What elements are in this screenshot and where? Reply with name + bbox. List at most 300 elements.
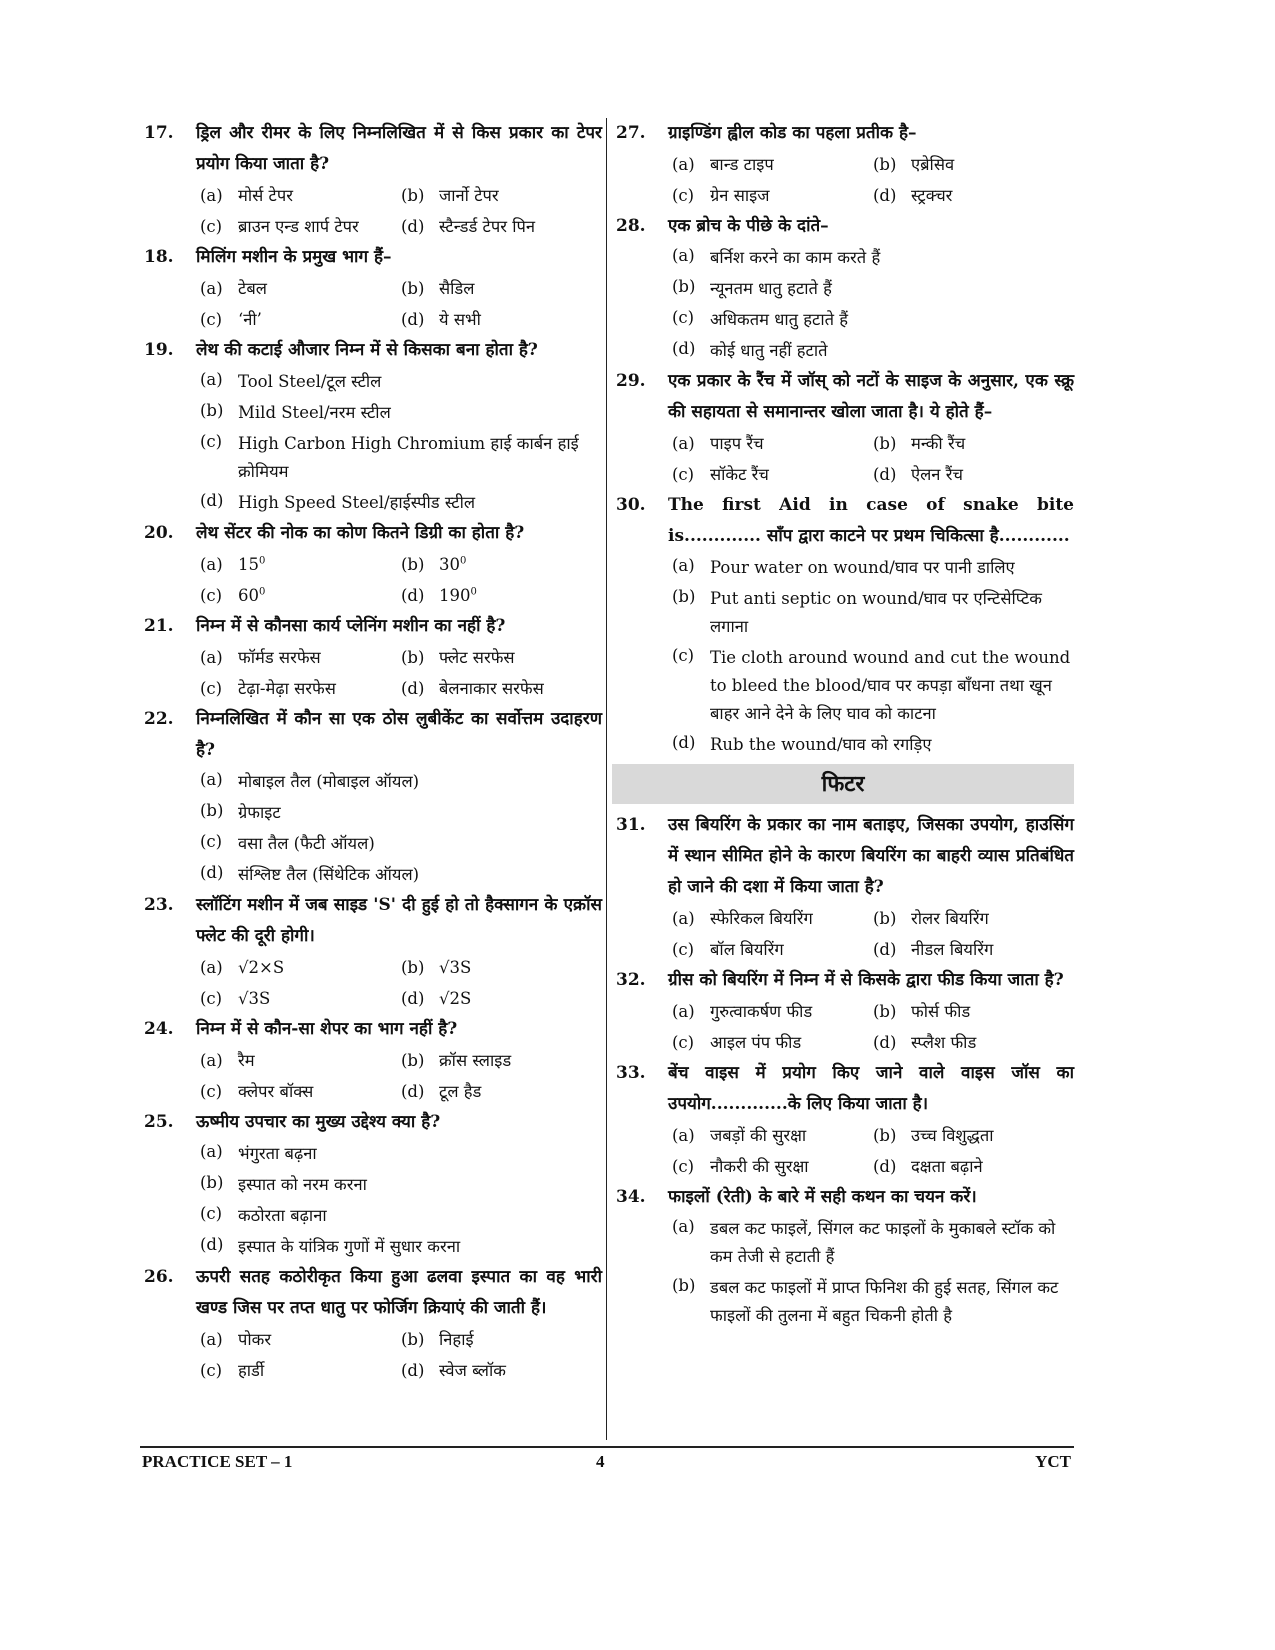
question <box>140 1262 602 1386</box>
option-label: (b) <box>401 648 425 667</box>
option <box>200 1169 602 1200</box>
option <box>401 211 602 242</box>
option-label: (b) <box>401 279 425 298</box>
option <box>873 428 1074 459</box>
question-number: 30. <box>616 495 646 515</box>
option-label: (d) <box>873 1033 897 1052</box>
option-label: (d) <box>873 465 897 484</box>
question-number: 20. <box>144 523 174 543</box>
option <box>873 459 1074 490</box>
question <box>612 965 1074 1058</box>
option-text: उच्च विशुद्धता <box>911 1126 994 1145</box>
option-label: (c) <box>672 308 695 327</box>
option-label: (b) <box>401 555 425 574</box>
option <box>873 903 1074 934</box>
options <box>196 1045 602 1107</box>
option-row <box>672 903 1074 934</box>
options <box>196 180 602 242</box>
option-text: मोबाइल तैल (मोबाइल ऑयल) <box>238 772 420 791</box>
question-number: 33. <box>616 1063 646 1083</box>
option-row <box>672 934 1074 965</box>
option <box>873 934 1074 965</box>
options <box>196 1138 602 1262</box>
option <box>672 552 1074 583</box>
option-label: (d) <box>401 586 425 605</box>
option-label: (a) <box>672 434 695 453</box>
option-text: √2S <box>439 989 472 1008</box>
option-text: हार्डी <box>238 1361 265 1380</box>
option <box>200 487 602 518</box>
option-label: (c) <box>200 989 223 1008</box>
option-text: नौकरी की सुरक्षा <box>710 1157 809 1176</box>
option-text: इस्पात को नरम करना <box>238 1175 367 1194</box>
question <box>140 1014 602 1107</box>
option <box>200 1076 401 1107</box>
options <box>196 1324 602 1386</box>
option-label: (b) <box>873 155 897 174</box>
option-label: (d) <box>873 1157 897 1176</box>
question-number: 28. <box>616 216 646 236</box>
option-text: इस्पात के यांत्रिक गुणों में सुधार करना <box>238 1237 461 1256</box>
option-label: (c) <box>200 586 223 605</box>
question-stem: The first Aid in case of snake bite is............. साँप द्वारा काटने पर प्रथम चिकित्सा है............ <box>668 495 1074 546</box>
question-number: 22. <box>144 709 174 729</box>
option-text: ‘नी’ <box>238 310 262 329</box>
option-row <box>200 642 602 673</box>
option-text: मोर्स टेपर <box>238 186 293 205</box>
option-label: (a) <box>672 1002 695 1021</box>
option <box>401 549 602 580</box>
option-label: (c) <box>672 646 695 665</box>
option-row <box>200 211 602 242</box>
option-label: (a) <box>200 555 223 574</box>
option-text: बान्ड टाइप <box>710 155 774 174</box>
question <box>612 1182 1074 1331</box>
question <box>612 490 1074 760</box>
option-row <box>200 304 602 335</box>
question-stem: ग्रीस को बियरिंग में निम्न में से किसके द्वारा फीड किया जाता है? <box>668 970 1064 990</box>
option-row <box>200 673 602 704</box>
left-column <box>140 118 602 1386</box>
question-stem: एक ब्रोच के पीछे के दांते– <box>668 216 829 236</box>
option-text: कठोरता बढ़ाना <box>238 1206 327 1225</box>
option-text: बर्निश करने का काम करते हैं <box>710 248 881 267</box>
option-row <box>200 273 602 304</box>
question-stem: ऊष्मीय उपचार का मुख्य उद्देश्य क्या है? <box>196 1112 441 1132</box>
option <box>672 729 1074 760</box>
option-row <box>672 1151 1074 1182</box>
option <box>200 580 401 611</box>
option-text: स्फेरिकल बियरिंग <box>710 909 813 928</box>
option <box>672 996 873 1027</box>
option-text: Tool Steel/टूल स्टील <box>238 372 382 391</box>
option-text: Put anti septic on wound/घाव पर एन्टिसेप्टिक लगाना <box>710 589 1042 636</box>
option <box>401 983 602 1014</box>
option-text: स्ट्रक्चर <box>911 186 953 205</box>
question-number: 31. <box>616 815 646 835</box>
option <box>200 397 602 428</box>
option-label: (a) <box>672 909 695 928</box>
question-stem: उस बियरिंग के प्रकार का नाम बताइए, जिसका उपयोग, हाउसिंग में स्थान सीमित होने के कारण बियरिंग का बाहरी व्यास प्रतिबंधित हो जाने की दशा में किया जाता है? <box>668 815 1074 897</box>
option <box>672 459 873 490</box>
question-stem: एक प्रकार के रैंच में जॉस् को नटों के साइज के अनुसार, एक स्क्रू की सहायता से समानान्तर खोला जाता है। ये होते हैं– <box>668 371 1074 422</box>
footer-publisher: YCT <box>1035 1452 1071 1471</box>
option <box>200 366 602 397</box>
options <box>668 552 1074 760</box>
option-text: वसा तैल (फैटी ऑयल) <box>238 834 375 853</box>
option-text: पाइप रैंच <box>710 434 764 453</box>
option-label: (b) <box>200 401 224 420</box>
option-label: (c) <box>200 1361 223 1380</box>
option-label: (a) <box>200 370 223 389</box>
option-text: डबल कट फाइलों में प्राप्त फिनिश की हुई सतह, सिंगल कट फाइलों की तुलना में बहुत चिकनी होती है <box>710 1278 1059 1325</box>
options <box>668 242 1074 366</box>
option-text: बॉल बियरिंग <box>710 940 784 959</box>
option <box>873 180 1074 211</box>
option-label: (b) <box>401 958 425 977</box>
option-label: (d) <box>401 310 425 329</box>
question-stem: ग्राइण्डिंग ह्वील कोड का पहला प्रतीक है– <box>668 123 917 143</box>
option-text: Tie cloth around wound and cut the wound to bleed the blood/घाव पर कपड़ा बाँधना तथा खून बाहर आने देने के लिए घाव को काटना <box>710 648 1071 723</box>
option <box>200 1045 401 1076</box>
option-row <box>672 1120 1074 1151</box>
question-stem: मिलिंग मशीन के प्रमुख भाग हैं– <box>196 247 392 267</box>
option-label: (b) <box>200 801 224 820</box>
option-text: अधिकतम धातु हटाते हैं <box>710 310 849 329</box>
question-number: 21. <box>144 616 174 636</box>
option <box>200 549 401 580</box>
options <box>668 149 1074 211</box>
footer-page-number: 4 <box>596 1452 605 1471</box>
options <box>196 366 602 518</box>
question-stem: फाइलों (रेती) के बारे में सही कथन का चयन करें। <box>668 1187 977 1207</box>
option-label: (c) <box>200 217 223 236</box>
option-row <box>200 952 602 983</box>
option <box>200 1231 602 1262</box>
option <box>873 149 1074 180</box>
option-text: 15 <box>238 555 259 574</box>
option-label: (c) <box>672 465 695 484</box>
option-label: (a) <box>672 1217 695 1236</box>
question-stem: ड्रिल और रीमर के लिए निम्नलिखित में से किस प्रकार का टेपर प्रयोग किया जाता है? <box>196 123 602 174</box>
options <box>196 273 602 335</box>
question-stem: निम्न में से कौन-सा शेपर का भाग नहीं है? <box>196 1019 458 1039</box>
option-text: नीडल बियरिंग <box>911 940 994 959</box>
option <box>200 180 401 211</box>
option-label: (d) <box>672 339 696 358</box>
question-stem: स्लॉटिंग मशीन में जब साइड 'S' दी हुई हो तो हैक्सागन के एक्रॉस फ्लेट की दूरी होगी। <box>196 895 602 946</box>
question-number: 19. <box>144 340 174 360</box>
option-label: (c) <box>672 1033 695 1052</box>
option-text: स्वेज ब्लॉक <box>439 1361 506 1380</box>
question <box>140 890 602 1014</box>
option-label: (c) <box>200 310 223 329</box>
option-text: Pour water on wound/घाव पर पानी डालिए <box>710 558 1015 577</box>
question-stem: निम्न में से कौनसा कार्य प्लेनिंग मशीन का नहीं है? <box>196 616 506 636</box>
option-label: (d) <box>672 733 696 752</box>
option-label: (b) <box>401 1051 425 1070</box>
option-text: संश्लिष्ट तैल (सिंथेटिक ऑयल) <box>238 865 420 884</box>
option <box>672 1151 873 1182</box>
option <box>401 1076 602 1107</box>
option-text: फॉर्मड सरफेस <box>238 648 321 667</box>
option-label: (c) <box>672 940 695 959</box>
option <box>200 859 602 890</box>
question-number: 18. <box>144 247 174 267</box>
option-label: (a) <box>672 556 695 575</box>
option-label: (c) <box>200 832 223 851</box>
section-heading: फिटर <box>612 764 1074 804</box>
option <box>200 983 401 1014</box>
option-label: (b) <box>873 434 897 453</box>
option <box>672 428 873 459</box>
option-text: टूल हैड <box>439 1082 482 1101</box>
option <box>200 642 401 673</box>
option-row <box>672 1027 1074 1058</box>
option-label: (a) <box>200 648 223 667</box>
option <box>401 580 602 611</box>
option-label: (b) <box>672 277 696 296</box>
option <box>200 673 401 704</box>
option-row <box>672 149 1074 180</box>
option <box>672 1027 873 1058</box>
option-label: (d) <box>401 217 425 236</box>
option-label: (d) <box>401 1082 425 1101</box>
options <box>668 1120 1074 1182</box>
option <box>401 642 602 673</box>
option-text: मन्की रैंच <box>911 434 966 453</box>
option <box>401 673 602 704</box>
option-label: (b) <box>873 1002 897 1021</box>
option-text: रोलर बियरिंग <box>911 909 989 928</box>
option-text: ये सभी <box>439 310 481 329</box>
option-text: जार्नो टेपर <box>439 186 499 205</box>
option <box>873 1027 1074 1058</box>
option-row <box>200 983 602 1014</box>
option-text: पोकर <box>238 1330 272 1349</box>
option-text: एब्रेसिव <box>911 155 955 174</box>
option-label: (a) <box>200 1330 223 1349</box>
option <box>200 1200 602 1231</box>
option-text: ऐलन रैंच <box>911 465 963 484</box>
column-divider <box>606 118 607 1440</box>
options <box>668 903 1074 965</box>
option-label: (a) <box>200 186 223 205</box>
option-text: फ्लेट सरफेस <box>439 648 515 667</box>
option-row <box>200 549 602 580</box>
option <box>873 996 1074 1027</box>
option-label: (a) <box>200 1142 223 1161</box>
option-text: गुरुत्वाकर्षण फीड <box>710 1002 813 1021</box>
option-text: √3S <box>238 989 271 1008</box>
option-row <box>200 180 602 211</box>
option-label: (c) <box>200 1204 223 1223</box>
option-label: (b) <box>873 1126 897 1145</box>
option-label: (b) <box>200 1173 224 1192</box>
footer-rule <box>140 1446 1074 1448</box>
option <box>672 273 1074 304</box>
option-label: (a) <box>200 958 223 977</box>
question-number: 25. <box>144 1112 174 1132</box>
option-label: (c) <box>200 1082 223 1101</box>
option <box>672 903 873 934</box>
option-row <box>200 1076 602 1107</box>
question <box>612 211 1074 366</box>
option <box>200 828 602 859</box>
options <box>196 766 602 890</box>
option-text: ग्रेफाइट <box>238 803 281 822</box>
question <box>140 118 602 242</box>
option <box>401 952 602 983</box>
option-text: कोई धातु नहीं हटाते <box>710 341 828 360</box>
option <box>401 1324 602 1355</box>
option-row <box>200 1355 602 1386</box>
option <box>401 1355 602 1386</box>
option-label: (b) <box>672 587 696 606</box>
option-text: √3S <box>439 958 472 977</box>
option-text: 60 <box>238 586 259 605</box>
options <box>668 996 1074 1058</box>
question-number: 24. <box>144 1019 174 1039</box>
option-text: टेबल <box>238 279 267 298</box>
option-row <box>200 1324 602 1355</box>
option <box>200 304 401 335</box>
option-label: (d) <box>200 1235 224 1254</box>
option <box>200 1138 602 1169</box>
question-number: 17. <box>144 123 174 143</box>
option-label: (d) <box>401 1361 425 1380</box>
option-superscript: 0 <box>259 586 266 598</box>
options <box>196 549 602 611</box>
option-text: ग्रेन साइज <box>710 186 770 205</box>
option <box>200 428 602 487</box>
option <box>672 180 873 211</box>
option-text: टेढ़ा-मेढ़ा सरफेस <box>238 679 336 698</box>
option-text: फोर्स फीड <box>911 1002 971 1021</box>
option-text: निहाई <box>439 1330 474 1349</box>
option-text: बेलनाकार सरफेस <box>439 679 544 698</box>
question-number: 23. <box>144 895 174 915</box>
option <box>200 1324 401 1355</box>
option-label: (d) <box>401 989 425 1008</box>
option-text: न्यूनतम धातु हटाते हैं <box>710 279 832 298</box>
option-label: (d) <box>873 186 897 205</box>
option <box>200 797 602 828</box>
question <box>140 518 602 611</box>
option-text: स्प्लैश फीड <box>911 1033 977 1052</box>
option <box>873 1120 1074 1151</box>
option-label: (a) <box>672 1126 695 1145</box>
option <box>672 1272 1074 1331</box>
footer-practice-set: PRACTICE SET – 1 <box>142 1452 293 1471</box>
option-label: (a) <box>200 1051 223 1070</box>
option <box>672 335 1074 366</box>
option-text: रैम <box>238 1051 255 1070</box>
option-text: क्लेपर बॉक्स <box>238 1082 314 1101</box>
options <box>196 952 602 1014</box>
option <box>200 952 401 983</box>
option <box>672 583 1074 642</box>
option <box>672 934 873 965</box>
option-text: आइल पंप फीड <box>710 1033 802 1052</box>
option-label: (a) <box>200 770 223 789</box>
question-number: 26. <box>144 1267 174 1287</box>
option <box>401 273 602 304</box>
option-text: High Carbon High Chromium हाई कार्बन हाई क्रोमियम <box>238 434 579 481</box>
question-number: 29. <box>616 371 646 391</box>
options <box>668 428 1074 490</box>
option <box>401 1045 602 1076</box>
option <box>672 642 1074 729</box>
option <box>672 149 873 180</box>
option-row <box>200 1045 602 1076</box>
option-label: (b) <box>873 909 897 928</box>
option-superscript: 0 <box>460 555 467 567</box>
question <box>612 366 1074 490</box>
option-superscript: 0 <box>259 555 266 567</box>
option-label: (b) <box>672 1276 696 1295</box>
question <box>612 1058 1074 1182</box>
question-number: 32. <box>616 970 646 990</box>
option-row <box>200 580 602 611</box>
option-text: Rub the wound/घाव को रगड़िए <box>710 735 932 754</box>
option-label: (a) <box>200 279 223 298</box>
option <box>672 1213 1074 1272</box>
option-text: क्रॉस स्लाइड <box>439 1051 512 1070</box>
option-row <box>672 459 1074 490</box>
option <box>200 766 602 797</box>
question-stem: लेथ सेंटर की नोक का कोण कितने डिग्री का होता है? <box>196 523 525 543</box>
option-label: (c) <box>672 186 695 205</box>
question <box>140 704 602 890</box>
option-text: जबड़ों की सुरक्षा <box>710 1126 807 1145</box>
option-text: ब्राउन एन्ड शार्प टेपर <box>238 217 359 236</box>
option-text: 30 <box>439 555 460 574</box>
question-stem: निम्नलिखित में कौन सा एक ठोस लुबीकेंट का सर्वोत्तम उदाहरण है? <box>196 709 602 760</box>
option <box>672 1120 873 1151</box>
option-label: (d) <box>200 863 224 882</box>
option-label: (a) <box>672 155 695 174</box>
option-text: स्टैन्डर्ड टेपर पिन <box>439 217 536 236</box>
option <box>672 242 1074 273</box>
option-label: (c) <box>200 679 223 698</box>
question <box>140 335 602 518</box>
question-stem: लेथ की कटाई औजार निम्न में से किसका बना होता है? <box>196 340 538 360</box>
option <box>873 1151 1074 1182</box>
option-superscript: 0 <box>470 586 477 598</box>
question-stem: बेंच वाइस में प्रयोग किए जाने वाले वाइस जॉस का उपयोग.............के लिए किया जाता है। <box>668 1063 1074 1114</box>
option <box>401 304 602 335</box>
option-label: (d) <box>401 679 425 698</box>
option-label: (c) <box>200 432 223 451</box>
option-label: (b) <box>401 186 425 205</box>
options <box>668 1213 1074 1331</box>
question-number: 27. <box>616 123 646 143</box>
option-text: डबल कट फाइलें, सिंगल कट फाइलों के मुकाबले स्टॉक को कम तेजी से हटाती हैं <box>710 1219 1056 1266</box>
option <box>401 180 602 211</box>
option-text: High Speed Steel/हाईस्पीड स्टील <box>238 493 476 512</box>
option-text: Mild Steel/नरम स्टील <box>238 403 391 422</box>
option-text: सॉकेट रैंच <box>710 465 769 484</box>
question <box>140 611 602 704</box>
option-row <box>672 428 1074 459</box>
option-label: (d) <box>200 491 224 510</box>
option <box>672 304 1074 335</box>
question <box>140 242 602 335</box>
option-row <box>672 180 1074 211</box>
question-stem: ऊपरी सतह कठोरीकृत किया हुआ ढलवा इस्पात का वह भारी खण्ड जिस पर तप्त धातु पर फोर्जिग क्रियाएं की जाती हैं। <box>196 1267 602 1318</box>
option-text: सैडिल <box>439 279 475 298</box>
